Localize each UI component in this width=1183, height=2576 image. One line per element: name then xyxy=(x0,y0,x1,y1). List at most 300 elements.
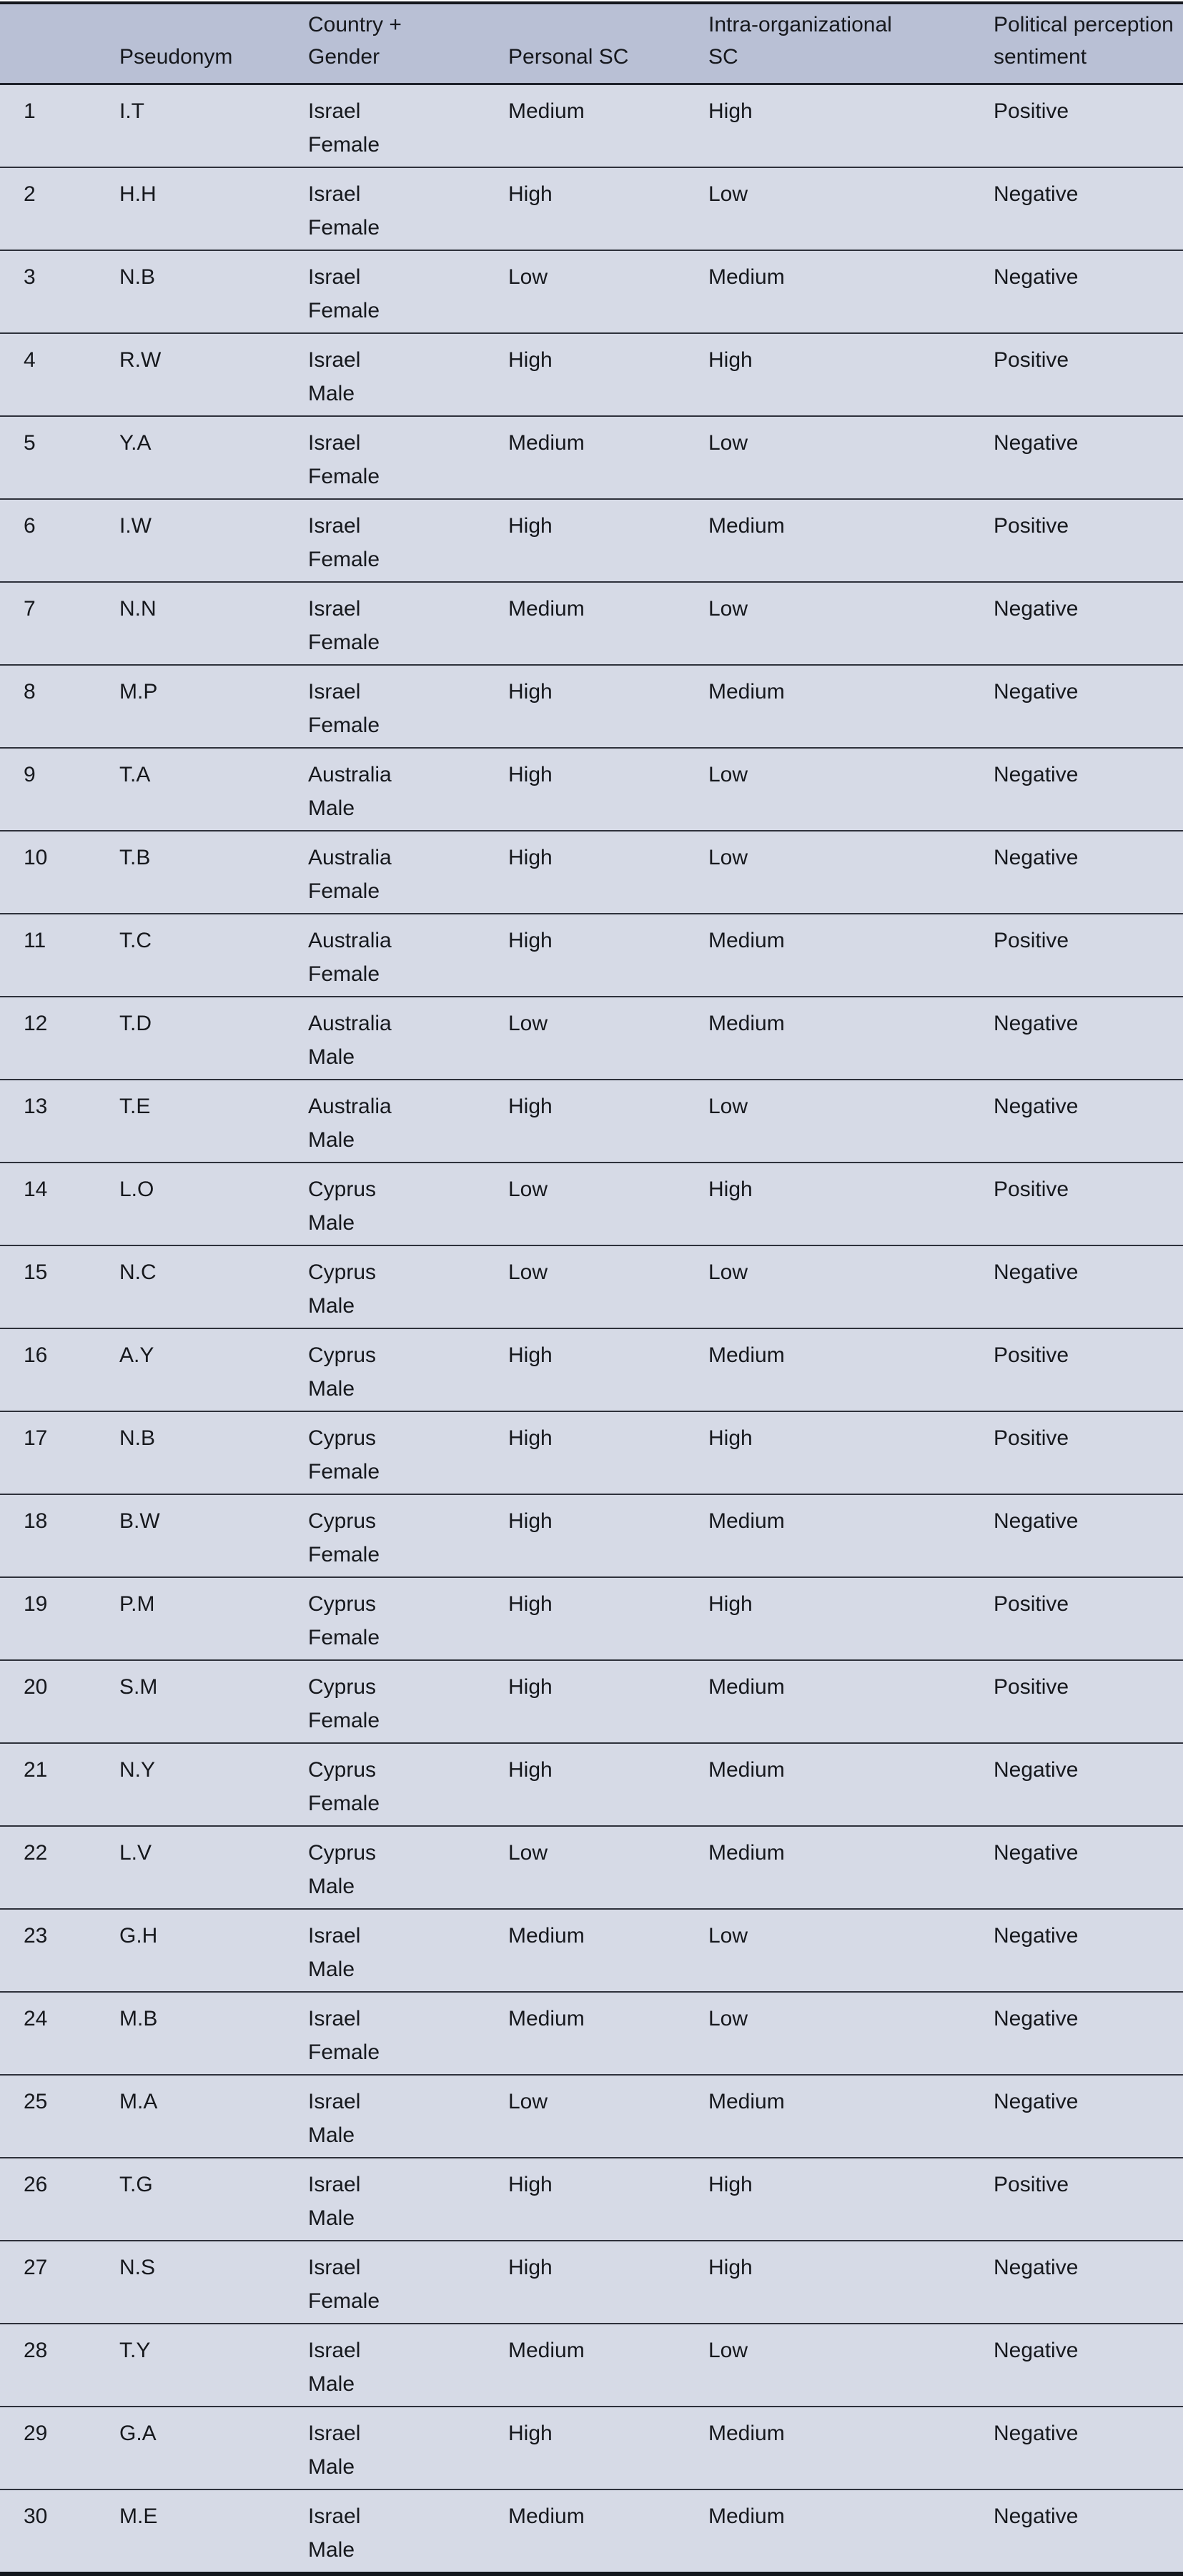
pseudonym-value: T.B xyxy=(119,846,151,869)
row-number: 19 xyxy=(24,1592,48,1616)
sentiment-cell xyxy=(970,167,1183,250)
intra-organizational-sc-cell xyxy=(685,2158,970,2241)
country-value: Israel xyxy=(308,2007,361,2030)
pseudonym-cell xyxy=(96,1245,284,1328)
intra-organizational-sc-cell xyxy=(685,250,970,333)
sentiment-value: Negative xyxy=(994,2422,1079,2445)
country-value: Israel xyxy=(308,2505,361,2528)
intra-sc-value: Low xyxy=(708,1095,748,1118)
gender-value: Female xyxy=(308,133,380,157)
intra-organizational-sc-cell xyxy=(685,1494,970,1577)
row-number: 22 xyxy=(24,1841,48,1865)
row-number-cell xyxy=(0,1163,96,1245)
intra-sc-value: Medium xyxy=(708,1343,785,1367)
table-row xyxy=(0,914,1183,997)
row-number: 17 xyxy=(24,1426,48,1450)
intra-sc-value: Medium xyxy=(708,2422,785,2445)
pseudonym-cell xyxy=(96,1743,284,1826)
intra-organizational-sc-cell xyxy=(685,333,970,416)
gender-value: Female xyxy=(308,962,380,986)
sentiment-cell xyxy=(970,2489,1183,2574)
sentiment-cell xyxy=(970,748,1183,831)
gender-value: Male xyxy=(308,796,355,820)
sentiment-value: Positive xyxy=(994,2173,1069,2196)
country-value: Israel xyxy=(308,2256,361,2279)
country-gender-cell xyxy=(284,1411,485,1494)
intra-sc-value: Low xyxy=(708,846,748,869)
intra-sc-value: Medium xyxy=(708,2505,785,2528)
pseudonym-cell xyxy=(96,84,284,168)
personal-sc-cell xyxy=(485,997,685,1080)
table-row xyxy=(0,84,1183,168)
personal-sc-value: Medium xyxy=(508,2505,585,2528)
sentiment-value: Positive xyxy=(994,1675,1069,1699)
sentiment-value: Positive xyxy=(994,348,1069,372)
personal-sc-cell xyxy=(485,831,685,914)
country-gender-cell xyxy=(284,499,485,582)
pseudonym-value: Y.A xyxy=(119,431,152,455)
intra-sc-value: Low xyxy=(708,182,748,206)
sentiment-cell xyxy=(970,582,1183,665)
table-row xyxy=(0,2489,1183,2574)
sentiment-value: Positive xyxy=(994,1178,1069,1201)
personal-sc-cell xyxy=(485,1826,685,1909)
sentiment-cell xyxy=(970,2241,1183,2324)
gender-value: Male xyxy=(308,1377,355,1401)
pseudonym-value: B.W xyxy=(119,1509,160,1533)
intra-sc-value: Medium xyxy=(708,680,785,704)
personal-sc-cell xyxy=(485,914,685,997)
gender-value: Male xyxy=(308,1294,355,1318)
row-number: 11 xyxy=(24,929,46,952)
header-country-gender: Country + Gender xyxy=(284,3,485,84)
row-number: 16 xyxy=(24,1343,48,1367)
sentiment-cell xyxy=(970,250,1183,333)
pseudonym-value: T.D xyxy=(119,1012,152,1035)
intra-organizational-sc-cell xyxy=(685,1826,970,1909)
intra-sc-value: Medium xyxy=(708,1841,785,1865)
country-value: Australia xyxy=(308,846,392,869)
row-number: 20 xyxy=(24,1675,48,1699)
personal-sc-cell xyxy=(485,1909,685,1992)
pseudonym-cell xyxy=(96,997,284,1080)
intra-organizational-sc-cell xyxy=(685,665,970,748)
sentiment-value: Negative xyxy=(994,763,1079,786)
table-body xyxy=(0,84,1183,2575)
intra-sc-value: High xyxy=(708,348,753,372)
sentiment-cell xyxy=(970,1826,1183,1909)
pseudonym-cell xyxy=(96,499,284,582)
table-row xyxy=(0,2407,1183,2489)
sentiment-cell xyxy=(970,2324,1183,2407)
personal-sc-value: High xyxy=(508,2173,553,2196)
country-gender-cell xyxy=(284,1163,485,1245)
country-gender-cell xyxy=(284,582,485,665)
table-row xyxy=(0,499,1183,582)
country-value: Cyprus xyxy=(308,1758,377,1782)
country-value: Cyprus xyxy=(308,1509,377,1533)
country-gender-cell xyxy=(284,333,485,416)
table-row xyxy=(0,1245,1183,1328)
row-number-cell xyxy=(0,914,96,997)
gender-value: Male xyxy=(308,2206,355,2230)
personal-sc-cell xyxy=(485,1743,685,1826)
intra-organizational-sc-cell xyxy=(685,2075,970,2158)
row-number-cell xyxy=(0,167,96,250)
personal-sc-cell xyxy=(485,167,685,250)
sentiment-value: Positive xyxy=(994,99,1069,123)
personal-sc-value: Medium xyxy=(508,597,585,621)
gender-value: Male xyxy=(308,1875,355,1898)
sentiment-cell xyxy=(970,2407,1183,2489)
sentiment-cell xyxy=(970,831,1183,914)
personal-sc-value: High xyxy=(508,1592,553,1616)
table-row xyxy=(0,997,1183,1080)
intra-organizational-sc-cell xyxy=(685,1080,970,1163)
row-number-cell xyxy=(0,1328,96,1411)
personal-sc-cell xyxy=(485,2489,685,2574)
country-gender-cell xyxy=(284,2075,485,2158)
sentiment-cell xyxy=(970,416,1183,499)
personal-sc-value: High xyxy=(508,929,553,952)
sentiment-value: Positive xyxy=(994,1426,1069,1450)
intra-organizational-sc-cell xyxy=(685,997,970,1080)
table-row xyxy=(0,582,1183,665)
gender-value: Male xyxy=(308,1045,355,1069)
row-number-cell xyxy=(0,1826,96,1909)
row-number-cell xyxy=(0,2324,96,2407)
row-number: 13 xyxy=(24,1095,48,1118)
personal-sc-value: Low xyxy=(508,1841,548,1865)
gender-value: Female xyxy=(308,1460,380,1484)
row-number: 27 xyxy=(24,2256,48,2279)
pseudonym-value: N.Y xyxy=(119,1758,156,1782)
sentiment-cell xyxy=(970,1909,1183,1992)
gender-value: Male xyxy=(308,1958,355,1981)
country-value: Cyprus xyxy=(308,1260,377,1284)
sentiment-value: Negative xyxy=(994,1924,1079,1948)
row-number: 28 xyxy=(24,2339,48,2362)
intra-sc-value: High xyxy=(708,1426,753,1450)
row-number-cell xyxy=(0,416,96,499)
pseudonym-value: T.Y xyxy=(119,2339,151,2362)
sentiment-value: Negative xyxy=(994,431,1079,455)
pseudonym-value: N.C xyxy=(119,1260,157,1284)
country-value: Cyprus xyxy=(308,1178,377,1201)
table-header xyxy=(0,3,1183,84)
row-number-cell xyxy=(0,1909,96,1992)
row-number: 3 xyxy=(24,265,36,289)
personal-sc-value: High xyxy=(508,182,553,206)
pseudonym-cell xyxy=(96,831,284,914)
sentiment-cell xyxy=(970,2158,1183,2241)
intra-sc-value: Medium xyxy=(708,1509,785,1533)
personal-sc-value: High xyxy=(508,1095,553,1118)
table-row xyxy=(0,1660,1183,1743)
row-number: 12 xyxy=(24,1012,48,1035)
country-value: Israel xyxy=(308,182,361,206)
sentiment-cell xyxy=(970,1328,1183,1411)
pseudonym-value: N.S xyxy=(119,2256,156,2279)
header-personal-sc: Personal SC xyxy=(485,3,685,84)
country-gender-cell xyxy=(284,416,485,499)
pseudonym-cell xyxy=(96,748,284,831)
sentiment-value: Negative xyxy=(994,2256,1079,2279)
sentiment-value: Negative xyxy=(994,1841,1079,1865)
pseudonym-value: N.N xyxy=(119,597,157,621)
personal-sc-cell xyxy=(485,1163,685,1245)
pseudonym-value: A.Y xyxy=(119,1343,154,1367)
country-value: Israel xyxy=(308,597,361,621)
country-gender-cell xyxy=(284,1494,485,1577)
gender-value: Female xyxy=(308,2040,380,2064)
intra-sc-value: Low xyxy=(708,2339,748,2362)
pseudonym-value: S.M xyxy=(119,1675,158,1699)
country-gender-cell xyxy=(284,665,485,748)
intra-sc-value: High xyxy=(708,2256,753,2279)
table-row xyxy=(0,333,1183,416)
sentiment-value: Negative xyxy=(994,265,1079,289)
pseudonym-cell xyxy=(96,1080,284,1163)
pseudonym-value: M.E xyxy=(119,2505,158,2528)
row-number: 26 xyxy=(24,2173,48,2196)
intra-sc-value: Low xyxy=(708,597,748,621)
sentiment-value: Negative xyxy=(994,597,1079,621)
personal-sc-cell xyxy=(485,582,685,665)
row-number-cell xyxy=(0,582,96,665)
sentiment-cell xyxy=(970,1163,1183,1245)
row-number: 10 xyxy=(24,846,48,869)
country-value: Israel xyxy=(308,348,361,372)
country-value: Australia xyxy=(308,929,392,952)
row-number-cell xyxy=(0,1245,96,1328)
country-gender-cell xyxy=(284,2407,485,2489)
country-value: Israel xyxy=(308,680,361,704)
table-row xyxy=(0,831,1183,914)
country-value: Australia xyxy=(308,1095,392,1118)
row-number-cell xyxy=(0,1577,96,1660)
gender-value: Female xyxy=(308,714,380,737)
pseudonym-cell xyxy=(96,333,284,416)
gender-value: Male xyxy=(308,2123,355,2147)
pseudonym-cell xyxy=(96,1826,284,1909)
personal-sc-value: High xyxy=(508,1343,553,1367)
country-value: Australia xyxy=(308,763,392,786)
personal-sc-value: Low xyxy=(508,265,548,289)
table-row xyxy=(0,1163,1183,1245)
sentiment-cell xyxy=(970,84,1183,168)
gender-value: Female xyxy=(308,1709,380,1732)
gender-value: Female xyxy=(308,465,380,488)
row-number: 2 xyxy=(24,182,36,206)
sentiment-value: Negative xyxy=(994,2339,1079,2362)
sentiment-value: Negative xyxy=(994,2007,1079,2030)
intra-organizational-sc-cell xyxy=(685,1909,970,1992)
row-number: 29 xyxy=(24,2422,48,2445)
gender-value: Female xyxy=(308,1543,380,1566)
sentiment-value: Negative xyxy=(994,1095,1079,1118)
gender-value: Male xyxy=(308,1128,355,1152)
country-value: Cyprus xyxy=(308,1675,377,1699)
country-gender-cell xyxy=(284,1660,485,1743)
country-gender-cell xyxy=(284,1909,485,1992)
sentiment-value: Negative xyxy=(994,2090,1079,2113)
sentiment-cell xyxy=(970,665,1183,748)
row-number: 8 xyxy=(24,680,36,704)
pseudonym-cell xyxy=(96,167,284,250)
row-number-cell xyxy=(0,250,96,333)
gender-value: Male xyxy=(308,2538,355,2562)
country-value: Israel xyxy=(308,2173,361,2196)
sentiment-value: Negative xyxy=(994,680,1079,704)
personal-sc-value: Medium xyxy=(508,431,585,455)
row-number-cell xyxy=(0,2158,96,2241)
country-gender-cell xyxy=(284,2158,485,2241)
header-intra-line1: Intra-organizational xyxy=(708,13,892,36)
country-value: Cyprus xyxy=(308,1841,377,1865)
country-value: Cyprus xyxy=(308,1343,377,1367)
pseudonym-cell xyxy=(96,1411,284,1494)
personal-sc-value: Medium xyxy=(508,2339,585,2362)
country-gender-cell xyxy=(284,2241,485,2324)
country-gender-cell xyxy=(284,167,485,250)
pseudonym-value: M.B xyxy=(119,2007,158,2030)
pseudonym-value: G.H xyxy=(119,1924,158,1948)
row-number-cell xyxy=(0,333,96,416)
personal-sc-cell xyxy=(485,250,685,333)
personal-sc-cell xyxy=(485,2241,685,2324)
personal-sc-value: High xyxy=(508,348,553,372)
pseudonym-cell xyxy=(96,2324,284,2407)
pseudonym-cell xyxy=(96,2489,284,2574)
personal-sc-value: High xyxy=(508,680,553,704)
personal-sc-value: High xyxy=(508,514,553,538)
country-gender-cell xyxy=(284,1826,485,1909)
pseudonym-value: N.B xyxy=(119,1426,156,1450)
intra-sc-value: Low xyxy=(708,763,748,786)
sentiment-cell xyxy=(970,1411,1183,1494)
country-gender-cell xyxy=(284,2324,485,2407)
personal-sc-cell xyxy=(485,1411,685,1494)
country-gender-cell xyxy=(284,1080,485,1163)
intra-organizational-sc-cell xyxy=(685,1163,970,1245)
row-number: 15 xyxy=(24,1260,48,1284)
gender-value: Female xyxy=(308,299,380,322)
sentiment-cell xyxy=(970,1245,1183,1328)
intra-organizational-sc-cell xyxy=(685,1743,970,1826)
personal-sc-value: Low xyxy=(508,1260,548,1284)
country-value: Israel xyxy=(308,514,361,538)
row-number-cell xyxy=(0,997,96,1080)
pseudonym-value: M.A xyxy=(119,2090,158,2113)
personal-sc-cell xyxy=(485,1080,685,1163)
row-number-cell xyxy=(0,2241,96,2324)
intra-organizational-sc-cell xyxy=(685,416,970,499)
intra-organizational-sc-cell xyxy=(685,1992,970,2075)
pseudonym-value: L.V xyxy=(119,1841,152,1865)
row-number-cell xyxy=(0,2489,96,2574)
pseudonym-cell xyxy=(96,1577,284,1660)
gender-value: Female xyxy=(308,879,380,903)
header-political-line1: Political perception xyxy=(994,13,1174,36)
intra-organizational-sc-cell xyxy=(685,1411,970,1494)
row-number: 4 xyxy=(24,348,36,372)
intra-organizational-sc-cell xyxy=(685,1328,970,1411)
pseudonym-cell xyxy=(96,914,284,997)
pseudonym-cell xyxy=(96,582,284,665)
table-row xyxy=(0,1577,1183,1660)
personal-sc-cell xyxy=(485,333,685,416)
intra-sc-value: Medium xyxy=(708,1675,785,1699)
row-number-cell xyxy=(0,1411,96,1494)
intra-sc-value: Medium xyxy=(708,2090,785,2113)
row-number-cell xyxy=(0,84,96,168)
gender-value: Female xyxy=(308,1792,380,1815)
country-value: Israel xyxy=(308,99,361,123)
pseudonym-value: T.G xyxy=(119,2173,153,2196)
intra-sc-value: Medium xyxy=(708,929,785,952)
gender-value: Male xyxy=(308,2372,355,2396)
personal-sc-value: Medium xyxy=(508,1924,585,1948)
country-gender-cell xyxy=(284,914,485,997)
intra-sc-value: Low xyxy=(708,1924,748,1948)
country-gender-cell xyxy=(284,1245,485,1328)
intra-sc-value: Low xyxy=(708,431,748,455)
table-row xyxy=(0,1992,1183,2075)
pseudonym-cell xyxy=(96,1909,284,1992)
sentiment-cell xyxy=(970,997,1183,1080)
header-intra-line2: SC xyxy=(708,45,738,69)
intra-organizational-sc-cell xyxy=(685,84,970,168)
row-number: 9 xyxy=(24,763,36,786)
table-row xyxy=(0,1826,1183,1909)
pseudonym-cell xyxy=(96,1328,284,1411)
intra-sc-value: Low xyxy=(708,1260,748,1284)
sentiment-value: Positive xyxy=(994,1343,1069,1367)
personal-sc-value: High xyxy=(508,1758,553,1782)
row-number-cell xyxy=(0,1992,96,2075)
personal-sc-cell xyxy=(485,1577,685,1660)
personal-sc-cell xyxy=(485,84,685,168)
table-row xyxy=(0,2324,1183,2407)
country-gender-cell xyxy=(284,748,485,831)
row-number-cell xyxy=(0,499,96,582)
header-pseudonym: Pseudonym xyxy=(96,3,284,84)
intra-sc-value: High xyxy=(708,1178,753,1201)
intra-organizational-sc-cell xyxy=(685,2324,970,2407)
gender-value: Female xyxy=(308,216,380,240)
row-number: 14 xyxy=(24,1178,48,1201)
row-number-cell xyxy=(0,1080,96,1163)
intra-sc-value: Medium xyxy=(708,1758,785,1782)
pseudonym-value: R.W xyxy=(119,348,162,372)
personal-sc-value: Medium xyxy=(508,99,585,123)
pseudonym-value: M.P xyxy=(119,680,158,704)
country-value: Israel xyxy=(308,2422,361,2445)
pseudonym-value: T.A xyxy=(119,763,151,786)
row-number-cell xyxy=(0,2407,96,2489)
intra-organizational-sc-cell xyxy=(685,499,970,582)
row-number: 18 xyxy=(24,1509,48,1533)
personal-sc-value: Low xyxy=(508,2090,548,2113)
table-row xyxy=(0,2241,1183,2324)
row-number: 1 xyxy=(24,99,36,123)
sentiment-value: Negative xyxy=(994,2505,1079,2528)
sentiment-cell xyxy=(970,1660,1183,1743)
pseudonym-cell xyxy=(96,416,284,499)
country-value: Israel xyxy=(308,265,361,289)
personal-sc-value: High xyxy=(508,2422,553,2445)
